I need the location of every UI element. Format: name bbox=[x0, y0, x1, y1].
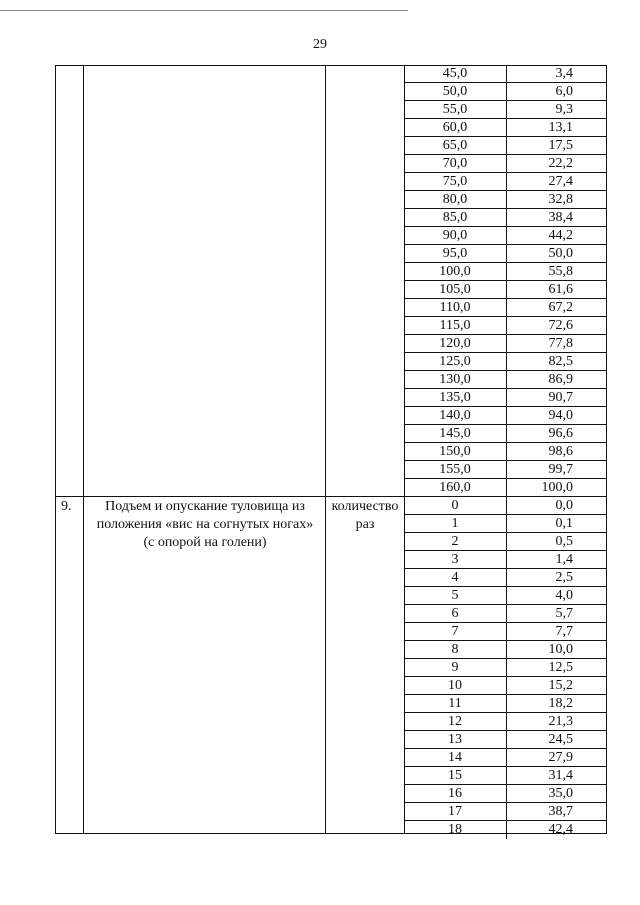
table-row bbox=[404, 263, 606, 281]
result-value-cell: 55,0 bbox=[442, 102, 468, 117]
table-row bbox=[404, 65, 606, 83]
result-value-cell: 8 bbox=[451, 642, 459, 657]
table-row bbox=[404, 695, 606, 713]
exercise-unit bbox=[325, 498, 405, 534]
section-b-rows bbox=[404, 497, 606, 839]
result-value-cell: 14 bbox=[448, 750, 462, 765]
points-cell: 18,2 bbox=[506, 695, 606, 713]
points-cell: 5,7 bbox=[506, 605, 606, 623]
result-value-cell: 90,0 bbox=[442, 228, 468, 243]
result-value-cell: 16 bbox=[448, 786, 462, 801]
points-cell: 27,9 bbox=[506, 749, 606, 767]
points-cell: 38,7 bbox=[506, 803, 606, 821]
table-row bbox=[404, 119, 606, 137]
result-value-cell: 140,0 bbox=[439, 408, 471, 423]
points-cell: 13,1 bbox=[506, 119, 606, 137]
points-cell: 0,1 bbox=[506, 515, 606, 533]
result-value-cell: 125,0 bbox=[439, 354, 471, 369]
table-row bbox=[404, 821, 606, 839]
points-cell: 35,0 bbox=[506, 785, 606, 803]
table-row bbox=[404, 803, 606, 821]
table-row bbox=[404, 659, 606, 677]
points-cell: 98,6 bbox=[506, 443, 606, 461]
top-rule bbox=[0, 10, 408, 11]
table-row bbox=[404, 245, 606, 263]
result-value-cell: 15 bbox=[448, 768, 462, 783]
table-row bbox=[404, 605, 606, 623]
exercise-unit-line: количество bbox=[331, 499, 399, 514]
table-row bbox=[404, 713, 606, 731]
table-row bbox=[404, 641, 606, 659]
points-cell: 24,5 bbox=[506, 731, 606, 749]
column-divider-number bbox=[83, 65, 84, 834]
exercise-title bbox=[85, 498, 325, 552]
table-row bbox=[404, 767, 606, 785]
points-cell: 0,0 bbox=[506, 497, 606, 515]
points-cell: 99,7 bbox=[506, 461, 606, 479]
points-cell: 82,5 bbox=[506, 353, 606, 371]
result-value-cell: 100,0 bbox=[439, 264, 471, 279]
points-cell: 6,0 bbox=[506, 83, 606, 101]
result-value-cell: 150,0 bbox=[439, 444, 471, 459]
table-row bbox=[404, 209, 606, 227]
points-cell: 3,4 bbox=[506, 65, 606, 83]
result-value-cell: 9 bbox=[451, 660, 459, 675]
table-row bbox=[404, 551, 606, 569]
result-value-cell: 2 bbox=[451, 534, 459, 549]
points-cell: 27,4 bbox=[506, 173, 606, 191]
exercise-number: 9. bbox=[61, 499, 72, 514]
result-value-cell: 5 bbox=[451, 588, 459, 603]
table-row bbox=[404, 317, 606, 335]
table-row bbox=[404, 623, 606, 641]
table-row bbox=[404, 785, 606, 803]
result-value-cell: 3 bbox=[451, 552, 459, 567]
points-cell: 0,5 bbox=[506, 533, 606, 551]
points-cell: 96,6 bbox=[506, 425, 606, 443]
table-row bbox=[404, 281, 606, 299]
points-cell: 4,0 bbox=[506, 587, 606, 605]
table-row bbox=[404, 299, 606, 317]
result-value-cell: 135,0 bbox=[439, 390, 471, 405]
page-number: 29 bbox=[313, 37, 327, 52]
points-cell: 12,5 bbox=[506, 659, 606, 677]
points-cell: 22,2 bbox=[506, 155, 606, 173]
result-value-cell: 95,0 bbox=[442, 246, 468, 261]
table-row bbox=[404, 137, 606, 155]
result-value-cell: 85,0 bbox=[442, 210, 468, 225]
result-value-cell: 11 bbox=[448, 696, 462, 711]
table-row bbox=[404, 191, 606, 209]
table-row bbox=[404, 353, 606, 371]
column-divider-title bbox=[325, 65, 326, 834]
points-cell: 61,6 bbox=[506, 281, 606, 299]
points-cell: 2,5 bbox=[506, 569, 606, 587]
table-row bbox=[404, 443, 606, 461]
result-value-cell: 6 bbox=[451, 606, 459, 621]
table-row bbox=[404, 173, 606, 191]
table-row bbox=[404, 749, 606, 767]
points-cell: 1,4 bbox=[506, 551, 606, 569]
points-cell: 17,5 bbox=[506, 137, 606, 155]
result-value-cell: 65,0 bbox=[442, 138, 468, 153]
points-cell: 15,2 bbox=[506, 677, 606, 695]
points-cell: 67,2 bbox=[506, 299, 606, 317]
table-row bbox=[404, 101, 606, 119]
table-row bbox=[404, 407, 606, 425]
points-cell: 44,2 bbox=[506, 227, 606, 245]
result-value-cell: 145,0 bbox=[439, 426, 471, 441]
points-cell: 10,0 bbox=[506, 641, 606, 659]
table-row bbox=[404, 83, 606, 101]
points-cell: 55,8 bbox=[506, 263, 606, 281]
result-value-cell: 13 bbox=[448, 732, 462, 747]
table-row bbox=[404, 497, 606, 515]
result-value-cell: 160,0 bbox=[439, 480, 471, 495]
points-cell: 9,3 bbox=[506, 101, 606, 119]
result-value-cell: 60,0 bbox=[442, 120, 468, 135]
table-row bbox=[404, 425, 606, 443]
table-row bbox=[404, 155, 606, 173]
result-value-cell: 155,0 bbox=[439, 462, 471, 477]
exercise-unit-line: раз bbox=[355, 517, 375, 532]
result-value-cell: 130,0 bbox=[439, 372, 471, 387]
result-value-cell: 70,0 bbox=[442, 156, 468, 171]
exercise-title-line: Подъем и опускание туловища из bbox=[105, 499, 305, 514]
result-value-cell: 105,0 bbox=[439, 282, 471, 297]
result-value-cell: 0 bbox=[451, 498, 459, 513]
table-row bbox=[404, 461, 606, 479]
table-row bbox=[404, 335, 606, 353]
result-value-cell: 115,0 bbox=[439, 318, 471, 333]
points-cell: 94,0 bbox=[506, 407, 606, 425]
table-row bbox=[404, 389, 606, 407]
result-value-cell: 12 bbox=[448, 714, 462, 729]
points-cell: 86,9 bbox=[506, 371, 606, 389]
exercise-title-line: (с опорой на голени) bbox=[143, 535, 267, 550]
scoring-table bbox=[55, 65, 607, 837]
table-row bbox=[404, 371, 606, 389]
result-value-cell: 4 bbox=[451, 570, 459, 585]
table-row bbox=[404, 227, 606, 245]
result-value-cell: 10 bbox=[448, 678, 462, 693]
exercise-title-line: положения «вис на согнутых ногах» bbox=[96, 517, 314, 532]
table-row bbox=[404, 533, 606, 551]
result-value-cell: 110,0 bbox=[439, 300, 471, 315]
table-row bbox=[404, 569, 606, 587]
section-a-rows bbox=[404, 65, 606, 497]
result-value-cell: 120,0 bbox=[439, 336, 471, 351]
points-cell: 90,7 bbox=[506, 389, 606, 407]
result-value-cell: 7 bbox=[451, 624, 459, 639]
table-row bbox=[404, 479, 606, 497]
result-value-cell: 17 bbox=[448, 804, 462, 819]
points-cell: 42,4 bbox=[506, 821, 606, 839]
table-row bbox=[404, 587, 606, 605]
points-cell: 21,3 bbox=[506, 713, 606, 731]
result-value-cell: 50,0 bbox=[442, 84, 468, 99]
points-cell: 31,4 bbox=[506, 767, 606, 785]
points-cell: 50,0 bbox=[506, 245, 606, 263]
result-value-cell: 45,0 bbox=[442, 66, 468, 81]
table-row bbox=[404, 731, 606, 749]
result-value-cell: 1 bbox=[451, 516, 459, 531]
points-cell: 100,0 bbox=[506, 479, 606, 497]
points-cell: 7,7 bbox=[506, 623, 606, 641]
points-cell: 32,8 bbox=[506, 191, 606, 209]
table-row bbox=[404, 515, 606, 533]
table-row bbox=[404, 677, 606, 695]
result-value-cell: 75,0 bbox=[442, 174, 468, 189]
points-cell: 38,4 bbox=[506, 209, 606, 227]
points-cell: 77,8 bbox=[506, 335, 606, 353]
points-cell: 72,6 bbox=[506, 317, 606, 335]
result-value-cell: 80,0 bbox=[442, 192, 468, 207]
result-value-cell: 18 bbox=[448, 822, 462, 837]
